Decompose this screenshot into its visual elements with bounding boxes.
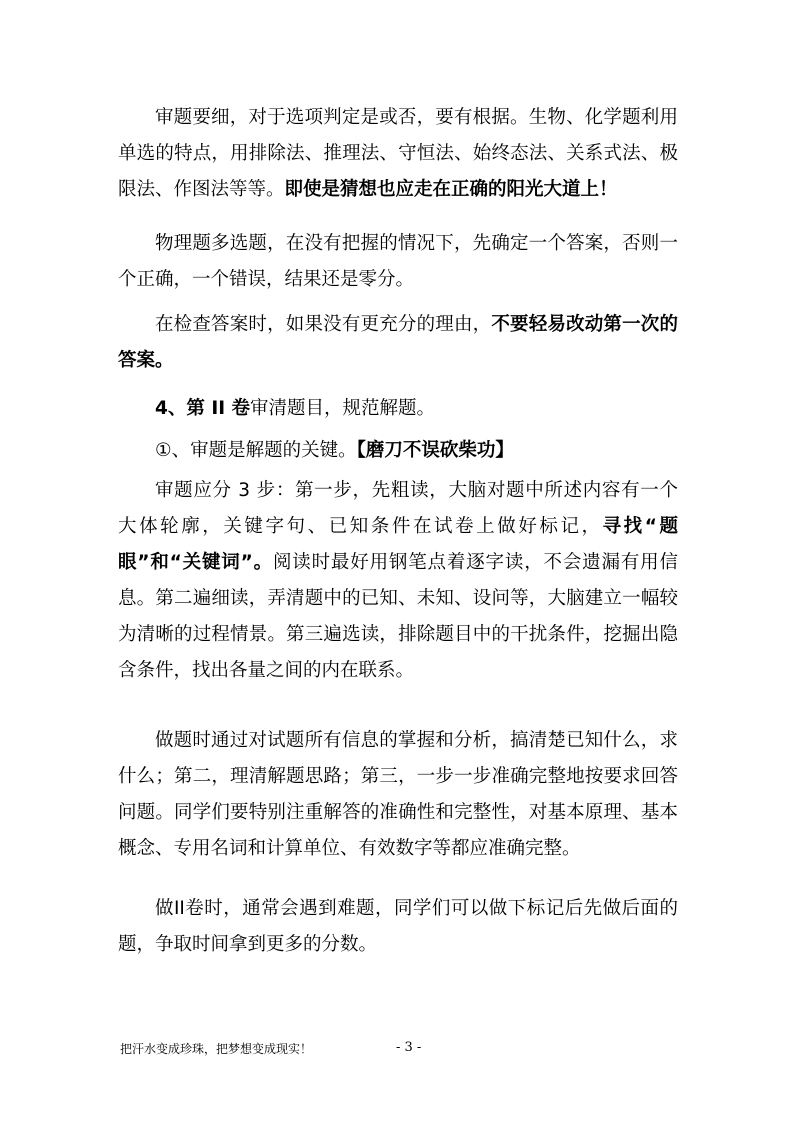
paragraph-text: 在检查答案时，如果没有更充分的理由， xyxy=(155,314,492,335)
paragraph-text: 审题要细，对于选项判定是或否，要有根据。生物、化学题利用单选的特点，用排除法、推理法、守恒法、始终态法、关系式法、极限法、作图法等等。 xyxy=(118,107,678,200)
section-heading-text: 审清题目，规范解题。 xyxy=(250,398,436,419)
subsection-heading xyxy=(118,433,678,469)
paragraph-solving: 做题时通过对试题所有信息的掌握和分析，搞清楚已知什么，求什么；第二，理清解题思路；第三，一步一步准确完整地按要求回答问题。同学们要特别注重解答的准确性和完整性，对基本原理、基本概念、专用名词和计算单位、有效数字等都应准确完整。 xyxy=(118,730,678,859)
subsection-heading-text: ①、审题是解题的关键。 xyxy=(155,440,357,461)
subsection-heading-bold-text: 【磨刀不误砍柴功】 xyxy=(356,440,514,461)
page-number: - 3 - xyxy=(396,1040,422,1055)
footer-motto: 把汗水变成珍珠，把梦想变成现实！ xyxy=(120,1042,313,1056)
paragraph-three-steps xyxy=(118,473,678,689)
paragraph-bold-text: 即使是猜想也应走在正确的阳光大道上！ xyxy=(284,179,618,200)
paragraph-volume-two: 做II卷时，通常会遇到难题，同学们可以做下标记后先做后面的题，争取时间拿到更多的分数。 xyxy=(118,898,678,955)
paragraph-bold-text: 寻找“题眼”和“关键词”。 xyxy=(118,516,678,573)
paragraph-bold-text: 不要轻易改动第一次的答案。 xyxy=(118,314,678,371)
paragraph-text: 阅读时最好用钢笔点着逐字读，不会遗漏有用信息。第二遍细读，弄清题中的已知、未知、设问等，大脑建立一幅较为清晰的过程情景。第三遍选读，排除题目中的干扰条件，挖掘出隐含条件，找出各量之间的内在联系。 xyxy=(118,552,678,681)
section-heading xyxy=(118,391,678,427)
paragraph-review-questions xyxy=(118,100,678,208)
paragraph-text: 审题应分 3 步：第一步，先粗读，大脑对题中所述内容有一个大体轮廓，关键字句、已知条件在试卷上做好标记， xyxy=(118,480,678,537)
paragraph-physics-multiple-choice: 物理题多选题，在没有把握的情况下，先确定一个答案，否则一个正确，一个错误，结果还是零分。 xyxy=(118,233,678,290)
section-heading-number: 4、第 II 卷 xyxy=(155,398,251,419)
paragraph-check-answers xyxy=(118,307,678,379)
